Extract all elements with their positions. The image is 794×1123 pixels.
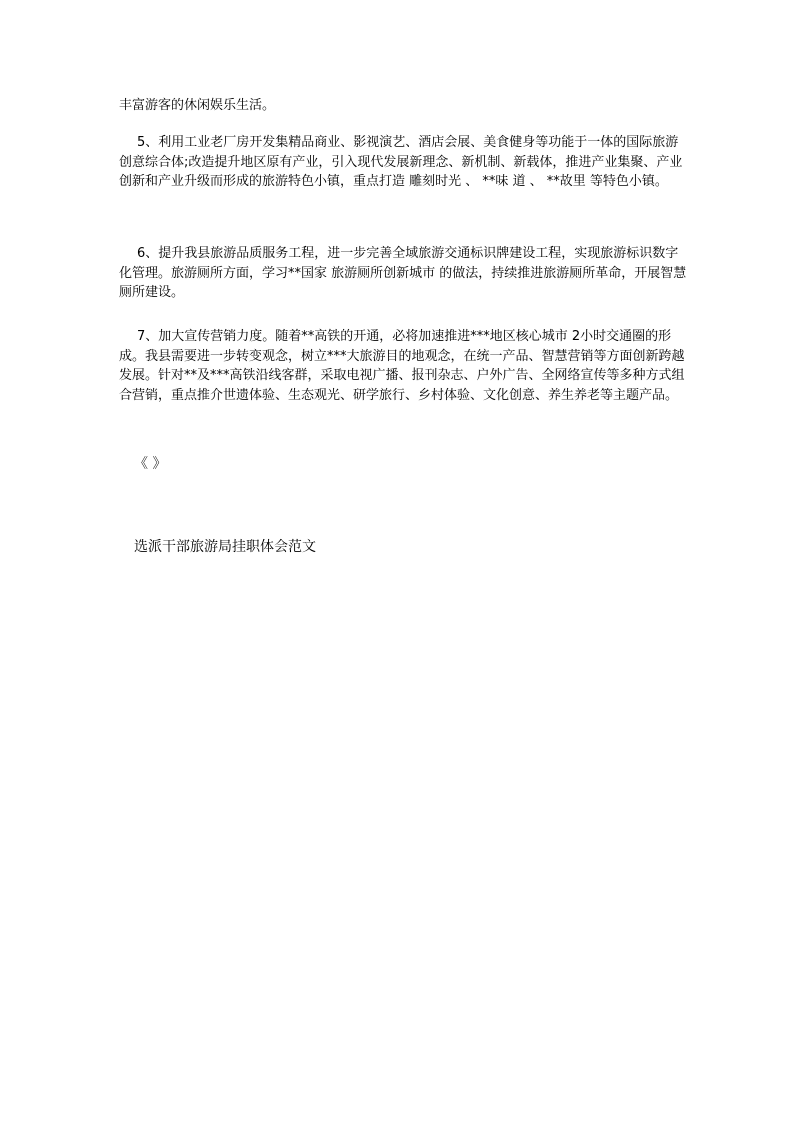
paragraph-continuation: 丰富游客的休闲娱乐生活。: [119, 98, 276, 113]
related-article-title[interactable]: 选派干部旅游局挂职体会范文: [134, 539, 316, 555]
paragraph-item-5: 5、利用工业老厂房开发集精品商业、影视演艺、酒店会展、美食健身等功能于一体的国际旅游创意综合体;改造提升地区原有产业，引入现代发展新理念、新机制、新载体，推进产业集聚、产业创新和产业升级而形成的旅游特色小镇，重点打造 雕刻时光 、 **味 道 、 **故里 等特色小镇。: [119, 135, 683, 189]
paragraph-item-7: 7、加大宣传营销力度。随着**高铁的开通，必将加速推进***地区核心城市 2小时交通圈的形成。我县需要进一步转变观念，树立***大旅游目的地观念，在统一产品、智慧营销等方面创新跨越发展。针对**及***高铁沿线客群，采取电视广播、报刊杂志、户外广告、全网络宣传等多种方式组合营销，重点推介世遗体验、生态观光、研学旅行、乡村体验、文化创意、养生养老等主题产品。: [119, 329, 685, 403]
paragraph-item-6: 6、提升我县旅游品质服务工程，进一步完善全域旅游交通标识牌建设工程，实现旅游标识数字化管理。旅游厕所方面，学习**国家 旅游厕所创新城市 的做法，持续推进旅游厕所革命，开展智慧厕所建设。: [119, 246, 687, 300]
title-brackets: 《 》: [134, 456, 167, 472]
